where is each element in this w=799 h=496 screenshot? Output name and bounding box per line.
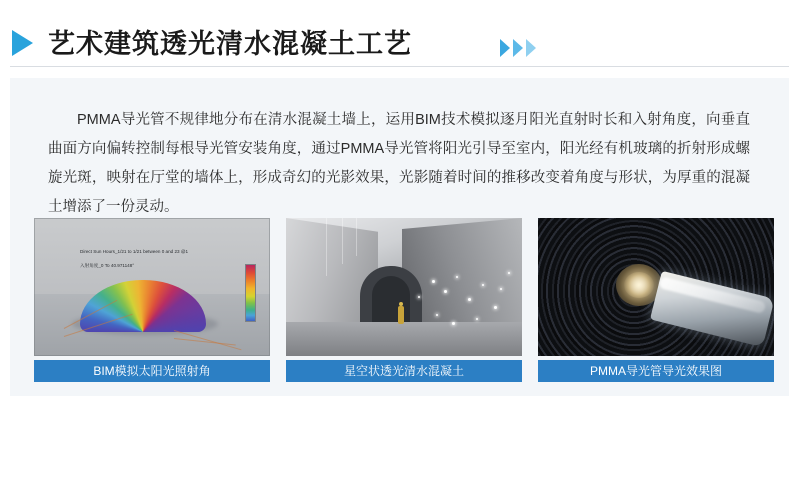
page-header (0, 14, 799, 66)
figure-image-pmma-light (538, 218, 774, 356)
light-spot (508, 272, 510, 274)
light-spot (468, 298, 471, 301)
light-spot (494, 306, 497, 309)
light-spot (500, 288, 502, 290)
light-spot (432, 280, 435, 283)
light-glow (624, 272, 654, 298)
header-divider (10, 66, 789, 67)
interior-floor (286, 322, 522, 356)
figure-border (34, 218, 270, 356)
light-streak (342, 218, 343, 264)
chevron-right-icon (513, 39, 523, 57)
light-spot (482, 284, 484, 286)
light-spot (436, 314, 438, 316)
light-spot (452, 322, 455, 325)
light-spot (476, 318, 478, 320)
light-spot (456, 276, 458, 278)
chevron-right-icon (500, 39, 510, 57)
chevron-right-icon (526, 39, 536, 57)
light-streak (356, 218, 357, 256)
solar-overlay-line-1: Direct Sun Hours_1/21 to 1/21 between 0 and 23 @1 (80, 249, 189, 254)
solar-overlay-line-2: 入射角度_0 To 40.971148° (80, 263, 135, 268)
person-figure (398, 306, 404, 324)
figure-starry-concrete (286, 218, 522, 382)
page-title: 艺术建筑透光清水混凝土工艺 (48, 29, 412, 59)
figure-bim-solar (34, 218, 270, 382)
figure-gallery (34, 218, 774, 382)
light-spot (418, 296, 420, 298)
figure-pmma-light (538, 218, 774, 382)
figure-image-bim-solar (34, 218, 270, 356)
person-head (399, 302, 403, 306)
chevron-right-icon-group (500, 39, 536, 57)
play-triangle-icon (12, 30, 33, 56)
body-paragraph: PMMA导光管不规律地分布在清水混凝土墙上，运用BIM技术模拟逐月阳光直射时长和入射角度，向垂直曲面方向偏转控制每根导光管安装角度，通过PMMA导光管将阳光引导至室内，阳光经有机玻璃的折射形成螺旋光斑，映射在厅堂的墙体上，形成奇幻的光影效果，光影随着时间的推移改变着角度与形状，为厚重的混凝土增添了一份灵动。 (48, 112, 750, 215)
light-spot (444, 290, 447, 293)
figure-caption: BIM模拟太阳光照射角 (34, 360, 270, 382)
light-streak (326, 218, 327, 276)
content-panel (10, 78, 789, 396)
figure-caption: 星空状透光清水混凝土 (286, 360, 522, 382)
figure-caption: PMMA导光管导光效果图 (538, 360, 774, 382)
figure-image-starry-concrete (286, 218, 522, 356)
